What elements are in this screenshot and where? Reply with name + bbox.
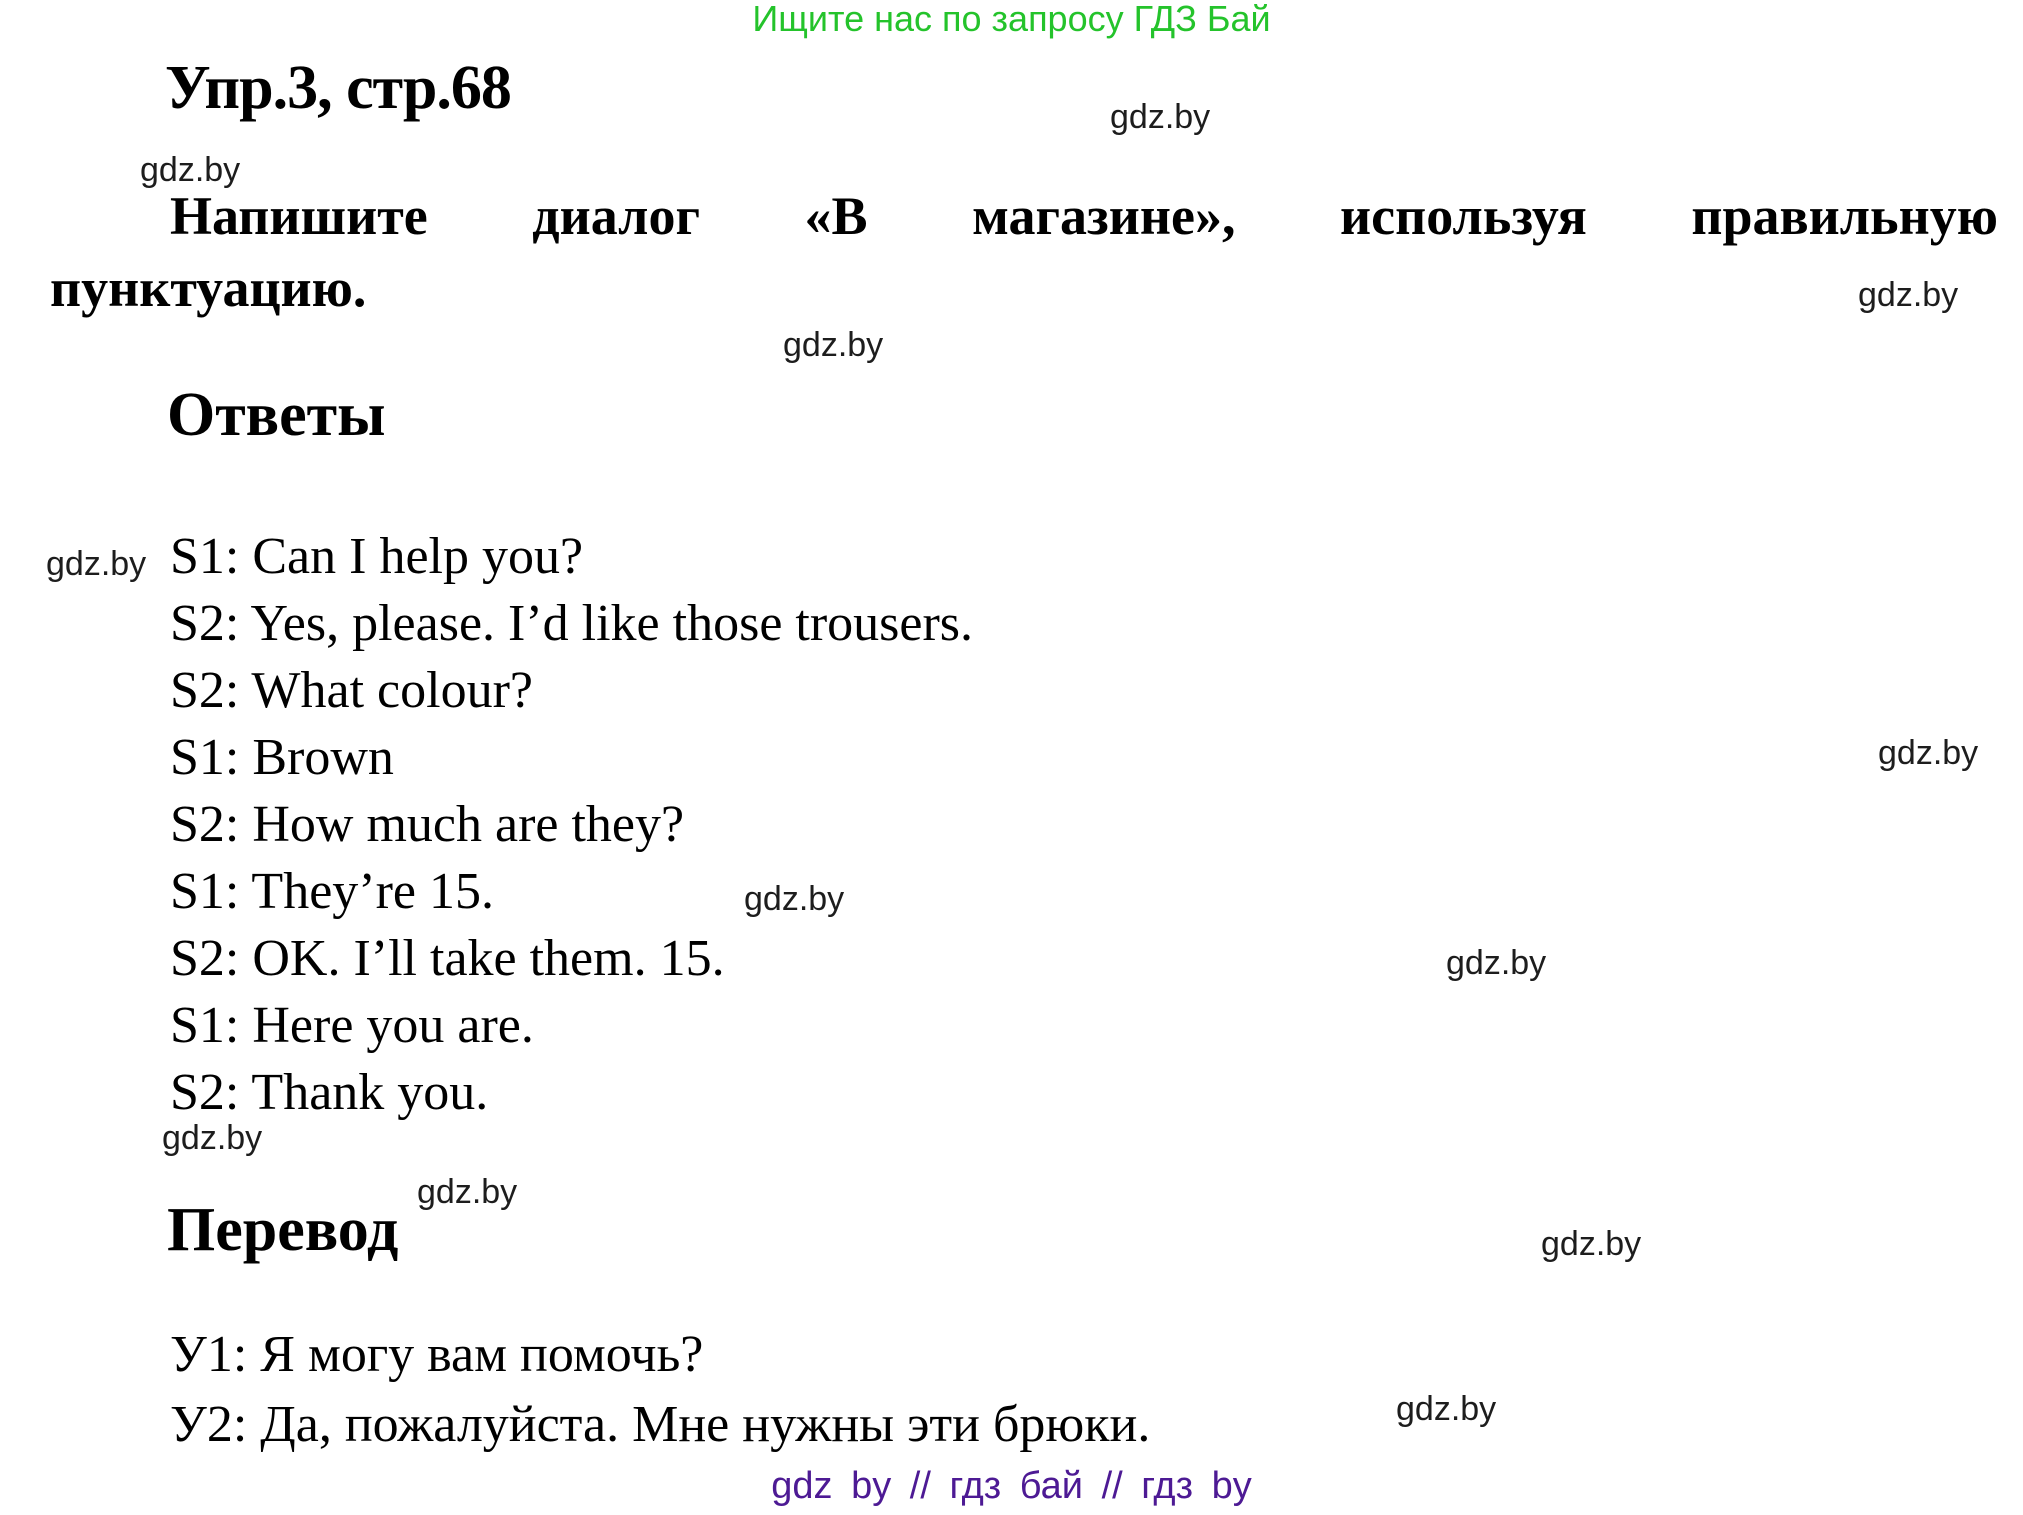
dialogue-line: S1: Here you are. [170,997,534,1054]
task-word: «В [804,186,868,246]
gdz-watermark: gdz.by [1541,1225,1642,1263]
dialogue-line: S2: What colour? [170,662,533,719]
translation-line: У1: Я могу вам помочь? [170,1326,704,1383]
gdz-watermark: gdz.by [140,151,241,189]
dialogue-line: S2: Yes, please. I’d like those trousers. [170,595,974,652]
gdz-watermark: gdz.by [783,326,884,364]
translation-heading: Перевод [167,1196,399,1264]
dialogue-line: S2: How much are they? [170,796,685,853]
gdz-watermark: gdz.by [1858,276,1959,314]
gdz-watermark: gdz.by [46,545,147,583]
gdz-watermark: gdz.by [162,1119,263,1157]
dialogue-line: S1: Can I help you? [170,528,584,585]
dialogue-line: S1: Brown [170,729,394,786]
dialogue-list [170,523,973,1126]
task-word: используя [1340,186,1587,246]
gdz-watermark: gdz.by [1446,944,1547,982]
task-word: правильную [1691,186,1998,246]
promo-banner-text: Ищите нас по запросу ГДЗ Бай [752,0,1271,39]
translation-list [170,1320,1150,1460]
gdz-watermark: gdz.by [1396,1390,1497,1428]
dialogue-line: S2: OK. I’ll take them. 15. [170,930,725,987]
task-text-line-2: пунктуацию. [50,258,367,318]
task-word: Напишите [170,186,428,246]
task-word: магазине», [972,186,1236,246]
answers-heading: Ответы [167,381,386,449]
footer-tags: gdz by // гдз бай // гдз by [771,1465,1252,1507]
task-word: диалог [532,186,700,246]
translation-line: У2: Да, пожалуйста. Мне нужны эти брюки. [170,1396,1151,1453]
gdz-watermark: gdz.by [744,880,845,918]
dialogue-line: S2: Thank you. [170,1064,489,1121]
exercise-title: Упр.3, стр.68 [165,54,511,122]
task-text-line-1 [170,187,1998,246]
gdz-watermark: gdz.by [417,1173,518,1211]
gdz-watermark: gdz.by [1878,734,1979,772]
dialogue-line: S1: They’re 15. [170,863,494,920]
gdz-watermark: gdz.by [1110,98,1211,136]
